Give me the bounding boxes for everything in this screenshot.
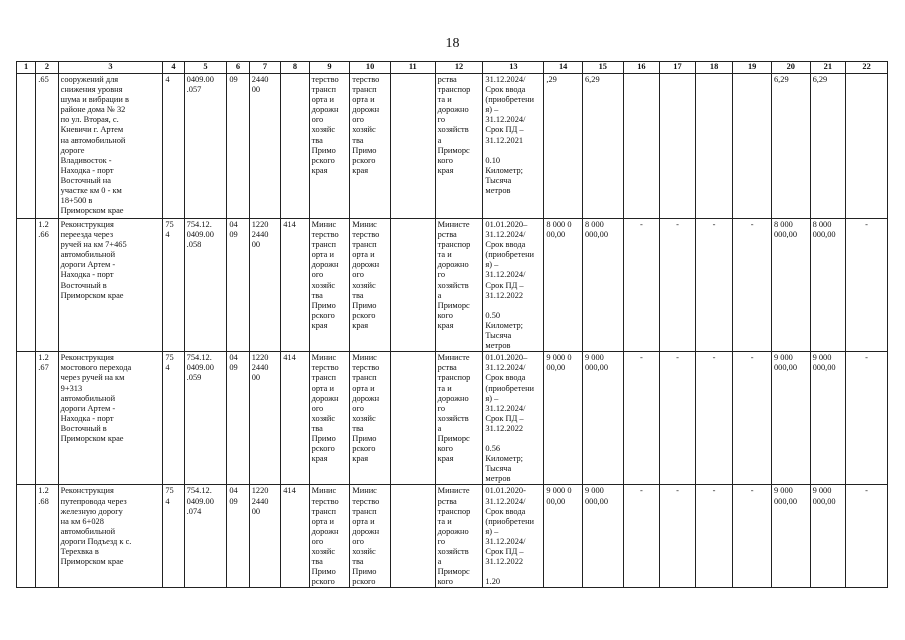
cell-col-22: -	[846, 219, 888, 352]
cell-amount: 9 000 000,00	[582, 352, 623, 485]
cell-col-19: -	[733, 219, 772, 352]
cell-amount: 6,29	[582, 74, 623, 219]
cell-total-cost: ,29	[544, 74, 583, 219]
column-header: 9	[309, 62, 350, 74]
cell-col-16: -	[623, 219, 660, 352]
column-header: 16	[623, 62, 660, 74]
cell-responsible: рства транспор та и дорожно го хозяйств а Приморс кого края	[435, 74, 483, 219]
cell-responsible: Министе рства транспор та и дорожно го хозяйств а Приморс кого края	[435, 352, 483, 485]
cell-col-22	[846, 74, 888, 219]
cell-target-article: 1220 2440 00	[249, 485, 281, 588]
cell-target-article: 1220 2440 00	[249, 352, 281, 485]
cell-col-21: 8 000 000,00	[810, 219, 846, 352]
cell-col-20: 8 000 000,00	[771, 219, 810, 352]
cell-responsible: Министе рства транспор та и дорожно го хозяйств а Приморс кого	[435, 485, 483, 588]
cell-col-1	[17, 485, 36, 588]
cell-object-name: Реконструкция переезда через ручей на км 7+465 автомобильной дороги Артем - Находка - порт Восточный в Приморском крае	[58, 219, 163, 352]
column-header: 17	[660, 62, 696, 74]
column-header: 14	[544, 62, 583, 74]
cell-col-21: 6,29	[810, 74, 846, 219]
cell-customer: Минис терство трансп орта и дорожн ого хозяйс тва Примо рского края	[309, 352, 350, 485]
column-header: 2	[36, 62, 58, 74]
cell-target-article: 1220 2440 00	[249, 219, 281, 352]
cell-customer: терство трансп орта и дорожн ого хозяйс тва Примо рского края	[309, 74, 350, 219]
cell-col-21: 9 000 000,00	[810, 352, 846, 485]
cell-object-name: Реконструкция мостового перехода через ручей на км 9+313 автомобильной дороги Артем - Находка - порт Восточный в Приморском крае	[58, 352, 163, 485]
cell-col-19	[733, 74, 772, 219]
cell-col-17	[660, 74, 696, 219]
cell-amount: 8 000 000,00	[582, 219, 623, 352]
header-row	[17, 62, 888, 74]
column-header: 21	[810, 62, 846, 74]
cell-target-article: 2440 00	[249, 74, 281, 219]
cell-col-4: 4	[163, 74, 184, 219]
cell-row-number: 1.2 .66	[36, 219, 58, 352]
cell-col-11	[390, 485, 435, 588]
column-header: 4	[163, 62, 184, 74]
cell-col-16: -	[623, 352, 660, 485]
cell-customer: Минис терство трансп орта и дорожн ого хозяйс тва Примо рского края	[309, 219, 350, 352]
cell-section: 09	[227, 74, 249, 219]
cell-terms-capacity: 31.12.2024/ Срок ввода (приобретени я) – 31.12.2024/ Срок ПД – 31.12.2021 0.10 Километр; Тысяча метров	[483, 74, 544, 219]
cell-developer: Минис терство трансп орта и дорожн ого хозяйс тва Примо рского края	[350, 219, 391, 352]
cell-col-20: 6,29	[771, 74, 810, 219]
cell-section: 04 09	[227, 352, 249, 485]
cell-code: 754.12. 0409.00 .074	[184, 485, 227, 588]
cell-amount: 9 000 000,00	[582, 485, 623, 588]
cell-col-19: -	[733, 352, 772, 485]
cell-col-17: -	[660, 352, 696, 485]
page-number: 18	[445, 36, 460, 51]
cell-col-18: -	[695, 219, 733, 352]
cell-col-17: -	[660, 219, 696, 352]
cell-col-18: -	[695, 352, 733, 485]
cell-col-22: -	[846, 485, 888, 588]
cell-expense-type	[281, 74, 309, 219]
cell-col-1	[17, 352, 36, 485]
cell-total-cost: 9 000 0 00,00	[544, 352, 583, 485]
cell-col-18: -	[695, 485, 733, 588]
cell-code: 754.12. 0409.00 .059	[184, 352, 227, 485]
cell-col-1	[17, 74, 36, 219]
column-header: 13	[483, 62, 544, 74]
table-row	[17, 219, 888, 352]
cell-col-11	[390, 74, 435, 219]
cell-total-cost: 8 000 0 00,00	[544, 219, 583, 352]
cell-developer: Минис терство трансп орта и дорожн ого хозяйс тва Примо рского края	[350, 352, 391, 485]
cell-responsible: Министе рства транспор та и дорожно го хозяйств а Приморс кого края	[435, 219, 483, 352]
cell-row-number: 1.2 .67	[36, 352, 58, 485]
cell-code: 0409.00 .057	[184, 74, 227, 219]
cell-section: 04 09	[227, 485, 249, 588]
cell-terms-capacity: 01.01.2020- 31.12.2024/ Срок ввода (приобретени я) – 31.12.2024/ Срок ПД – 31.12.2022 1.20	[483, 485, 544, 588]
column-header: 5	[184, 62, 227, 74]
column-header: 8	[281, 62, 309, 74]
column-header: 3	[58, 62, 163, 74]
cell-col-18	[695, 74, 733, 219]
cell-terms-capacity: 01.01.2020– 31.12.2024/ Срок ввода (приобретени я) – 31.12.2024/ Срок ПД – 31.12.2022 0.50 Километр; Тысяча метров	[483, 219, 544, 352]
cell-row-number: 1.2 .68	[36, 485, 58, 588]
column-header: 18	[695, 62, 733, 74]
cell-expense-type: 414	[281, 219, 309, 352]
cell-col-4: 75 4	[163, 485, 184, 588]
cell-col-4: 75 4	[163, 219, 184, 352]
cell-expense-type: 414	[281, 485, 309, 588]
table-row	[17, 74, 888, 219]
cell-col-20: 9 000 000,00	[771, 485, 810, 588]
table-row	[17, 485, 888, 588]
column-header: 1	[17, 62, 36, 74]
cell-col-22: -	[846, 352, 888, 485]
register-table	[16, 61, 888, 588]
column-header: 12	[435, 62, 483, 74]
cell-object-name: Реконструкция путепровода через железную дорогу на км 6+028 автомобильной дороги Подъезд к с. Терехвка в Приморском крае	[58, 485, 163, 588]
cell-col-16: -	[623, 485, 660, 588]
cell-developer: терство трансп орта и дорожн ого хозяйс тва Примо рского края	[350, 74, 391, 219]
cell-col-21: 9 000 000,00	[810, 485, 846, 588]
column-header: 11	[390, 62, 435, 74]
cell-terms-capacity: 01.01.2020– 31.12.2024/ Срок ввода (приобретени я) – 31.12.2024/ Срок ПД – 31.12.2022 0.56 Километр; Тысяча метров	[483, 352, 544, 485]
cell-row-number: .65	[36, 74, 58, 219]
cell-object-name: сооружений для снижения уровня шума и вибрации в районе дома № 32 по ул. Вторая, с. Кневичи г. Артем на автомобильной дороге Владивосток - Находка - порт Восточный на участке км 0 - км 18+500 в Приморском крае	[58, 74, 163, 219]
cell-col-11	[390, 352, 435, 485]
cell-col-4: 75 4	[163, 352, 184, 485]
cell-col-20: 9 000 000,00	[771, 352, 810, 485]
cell-col-16	[623, 74, 660, 219]
table-row	[17, 352, 888, 485]
column-header: 6	[227, 62, 249, 74]
column-header: 19	[733, 62, 772, 74]
column-header: 7	[249, 62, 281, 74]
cell-col-19: -	[733, 485, 772, 588]
column-header: 10	[350, 62, 391, 74]
cell-expense-type: 414	[281, 352, 309, 485]
cell-developer: Минис терство трансп орта и дорожн ого хозяйс тва Примо рского	[350, 485, 391, 588]
column-header: 20	[771, 62, 810, 74]
cell-col-1	[17, 219, 36, 352]
cell-col-17: -	[660, 485, 696, 588]
column-header: 22	[846, 62, 888, 74]
cell-col-11	[390, 219, 435, 352]
cell-total-cost: 9 000 0 00,00	[544, 485, 583, 588]
column-header: 15	[582, 62, 623, 74]
cell-section: 04 09	[227, 219, 249, 352]
cell-customer: Минис терство трансп орта и дорожн ого хозяйс тва Примо рского	[309, 485, 350, 588]
cell-code: 754.12. 0409.00 .058	[184, 219, 227, 352]
